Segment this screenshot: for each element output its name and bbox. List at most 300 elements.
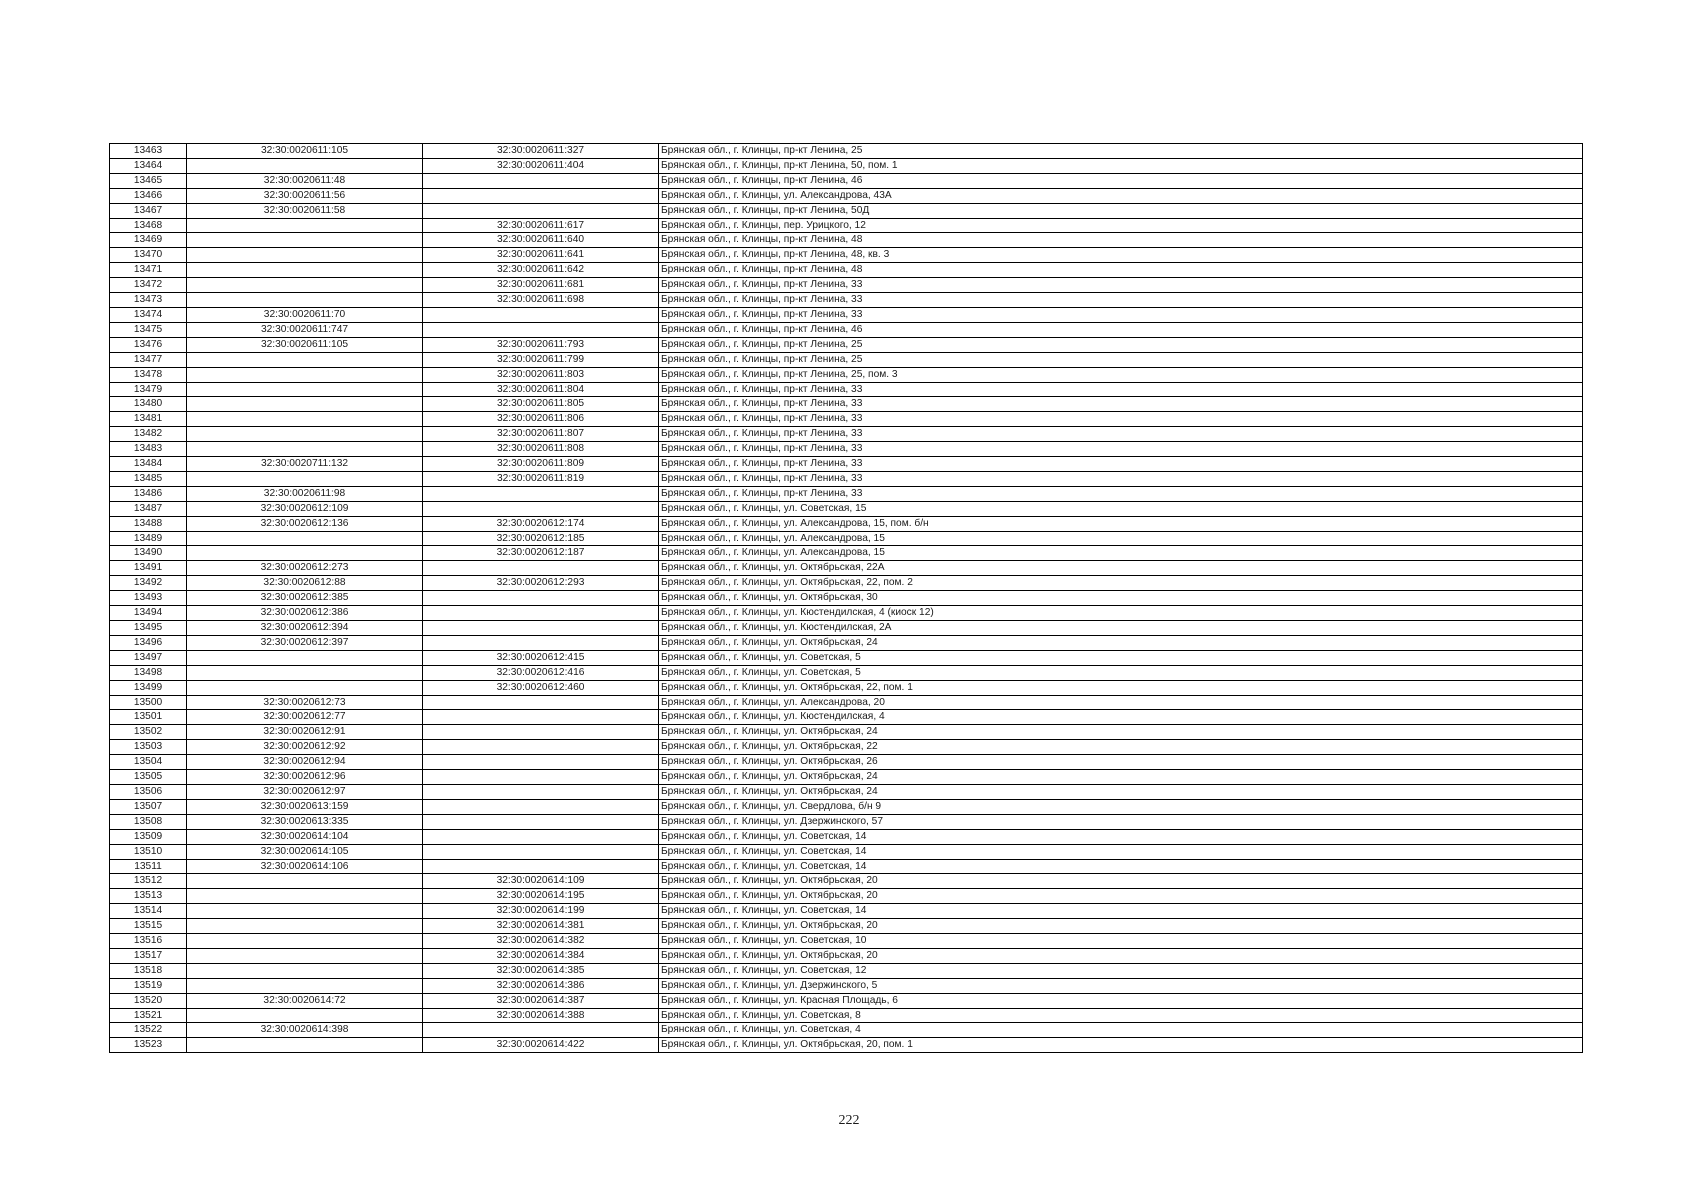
page-number: 222 — [838, 1113, 860, 1128]
table-row — [110, 814, 1583, 829]
row-number-cell: 13512 — [110, 874, 187, 889]
table-row — [110, 501, 1583, 516]
table-row — [110, 904, 1583, 919]
row-number-cell: 13498 — [110, 665, 187, 680]
related-cadastral-number-cell: 32:30:0020611:807 — [423, 427, 659, 442]
address-cell: Брянская обл., г. Клинцы, пр-кт Ленина, 33 — [659, 486, 1583, 501]
table-row — [110, 248, 1583, 263]
cadastral-number-cell — [187, 367, 423, 382]
address-cell: Брянская обл., г. Клинцы, пр-кт Ленина, 25 — [659, 337, 1583, 352]
row-number-cell: 13500 — [110, 695, 187, 710]
address-cell: Брянская обл., г. Клинцы, ул. Октябрьская, 24 — [659, 770, 1583, 785]
cadastral-number-cell: 32:30:0020613:335 — [187, 814, 423, 829]
related-cadastral-number-cell — [423, 710, 659, 725]
address-cell: Брянская обл., г. Клинцы, пер. Урицкого, 12 — [659, 218, 1583, 233]
cadastral-number-cell: 32:30:0020611:48 — [187, 173, 423, 188]
related-cadastral-number-cell: 32:30:0020611:640 — [423, 233, 659, 248]
table-row — [110, 635, 1583, 650]
related-cadastral-number-cell: 32:30:0020611:808 — [423, 442, 659, 457]
address-cell: Брянская обл., г. Клинцы, ул. Советская, 4 — [659, 1023, 1583, 1038]
row-number-cell: 13520 — [110, 993, 187, 1008]
related-cadastral-number-cell: 32:30:0020614:422 — [423, 1038, 659, 1053]
row-number-cell: 13489 — [110, 531, 187, 546]
cadastral-number-cell: 32:30:0020612:97 — [187, 784, 423, 799]
address-cell: Брянская обл., г. Клинцы, ул. Советская, 5 — [659, 665, 1583, 680]
address-cell: Брянская обл., г. Клинцы, ул. Советская, 8 — [659, 1008, 1583, 1023]
related-cadastral-number-cell: 32:30:0020614:199 — [423, 904, 659, 919]
cadastral-number-cell — [187, 412, 423, 427]
address-cell: Брянская обл., г. Клинцы, ул. Александрова, 43А — [659, 188, 1583, 203]
cadastral-number-cell: 32:30:0020611:747 — [187, 322, 423, 337]
table-row — [110, 919, 1583, 934]
register-table-body — [110, 144, 1583, 1053]
row-number-cell: 13516 — [110, 934, 187, 949]
table-row — [110, 606, 1583, 621]
related-cadastral-number-cell — [423, 829, 659, 844]
related-cadastral-number-cell: 32:30:0020614:195 — [423, 889, 659, 904]
address-cell: Брянская обл., г. Клинцы, ул. Советская, 12 — [659, 963, 1583, 978]
table-row — [110, 412, 1583, 427]
address-cell: Брянская обл., г. Клинцы, пр-кт Ленина, 46 — [659, 173, 1583, 188]
row-number-cell: 13496 — [110, 635, 187, 650]
related-cadastral-number-cell — [423, 770, 659, 785]
cadastral-number-cell: 32:30:0020612:397 — [187, 635, 423, 650]
cadastral-number-cell — [187, 531, 423, 546]
cadastral-number-cell: 32:30:0020612:109 — [187, 501, 423, 516]
row-number-cell: 13473 — [110, 293, 187, 308]
table-row — [110, 725, 1583, 740]
related-cadastral-number-cell — [423, 621, 659, 636]
related-cadastral-number-cell: 32:30:0020612:187 — [423, 546, 659, 561]
table-row — [110, 203, 1583, 218]
row-number-cell: 13474 — [110, 307, 187, 322]
related-cadastral-number-cell — [423, 859, 659, 874]
cadastral-number-cell: 32:30:0020612:91 — [187, 725, 423, 740]
cadastral-number-cell — [187, 680, 423, 695]
row-number-cell: 13471 — [110, 263, 187, 278]
related-cadastral-number-cell: 32:30:0020612:293 — [423, 576, 659, 591]
address-cell: Брянская обл., г. Клинцы, пр-кт Ленина, 48, кв. 3 — [659, 248, 1583, 263]
related-cadastral-number-cell: 32:30:0020611:698 — [423, 293, 659, 308]
address-cell: Брянская обл., г. Клинцы, пр-кт Ленина, 33 — [659, 293, 1583, 308]
row-number-cell: 13497 — [110, 650, 187, 665]
related-cadastral-number-cell — [423, 322, 659, 337]
row-number-cell: 13519 — [110, 978, 187, 993]
row-number-cell: 13495 — [110, 621, 187, 636]
related-cadastral-number-cell: 32:30:0020614:382 — [423, 934, 659, 949]
related-cadastral-number-cell — [423, 307, 659, 322]
cadastral-number-cell: 32:30:0020613:159 — [187, 799, 423, 814]
table-row — [110, 978, 1583, 993]
address-cell: Брянская обл., г. Клинцы, пр-кт Ленина, 25, пом. 3 — [659, 367, 1583, 382]
address-cell: Брянская обл., г. Клинцы, пр-кт Ленина, 33 — [659, 397, 1583, 412]
table-row — [110, 293, 1583, 308]
related-cadastral-number-cell — [423, 799, 659, 814]
table-row — [110, 427, 1583, 442]
related-cadastral-number-cell: 32:30:0020611:803 — [423, 367, 659, 382]
cadastral-number-cell — [187, 471, 423, 486]
related-cadastral-number-cell: 32:30:0020611:819 — [423, 471, 659, 486]
cadastral-number-cell: 32:30:0020614:105 — [187, 844, 423, 859]
related-cadastral-number-cell: 32:30:0020611:805 — [423, 397, 659, 412]
row-number-cell: 13480 — [110, 397, 187, 412]
address-cell: Брянская обл., г. Клинцы, пр-кт Ленина, 25 — [659, 144, 1583, 159]
related-cadastral-number-cell: 32:30:0020611:793 — [423, 337, 659, 352]
address-cell: Брянская обл., г. Клинцы, пр-кт Ленина, 33 — [659, 382, 1583, 397]
table-row — [110, 442, 1583, 457]
row-number-cell: 13488 — [110, 516, 187, 531]
cadastral-number-cell: 32:30:0020612:136 — [187, 516, 423, 531]
table-row — [110, 471, 1583, 486]
row-number-cell: 13502 — [110, 725, 187, 740]
address-cell: Брянская обл., г. Клинцы, ул. Октябрьская, 20, пом. 1 — [659, 1038, 1583, 1053]
address-cell: Брянская обл., г. Клинцы, ул. Советская, 5 — [659, 650, 1583, 665]
related-cadastral-number-cell — [423, 784, 659, 799]
cadastral-number-cell — [187, 665, 423, 680]
address-cell: Брянская обл., г. Клинцы, пр-кт Ленина, 50, пом. 1 — [659, 158, 1583, 173]
table-row — [110, 874, 1583, 889]
table-row — [110, 859, 1583, 874]
address-cell: Брянская обл., г. Клинцы, ул. Александрова, 15 — [659, 546, 1583, 561]
table-row — [110, 934, 1583, 949]
cadastral-number-cell: 32:30:0020611:58 — [187, 203, 423, 218]
row-number-cell: 13466 — [110, 188, 187, 203]
table-row — [110, 695, 1583, 710]
address-cell: Брянская обл., г. Клинцы, ул. Кюстендилская, 4 (киоск 12) — [659, 606, 1583, 621]
related-cadastral-number-cell — [423, 725, 659, 740]
cadastral-number-cell: 32:30:0020614:106 — [187, 859, 423, 874]
related-cadastral-number-cell: 32:30:0020611:641 — [423, 248, 659, 263]
table-row — [110, 1038, 1583, 1053]
cadastral-number-cell: 32:30:0020612:386 — [187, 606, 423, 621]
cadastral-number-cell — [187, 889, 423, 904]
row-number-cell: 13486 — [110, 486, 187, 501]
related-cadastral-number-cell: 32:30:0020614:388 — [423, 1008, 659, 1023]
row-number-cell: 13467 — [110, 203, 187, 218]
address-cell: Брянская обл., г. Клинцы, пр-кт Ленина, 33 — [659, 412, 1583, 427]
cadastral-number-cell: 32:30:0020612:96 — [187, 770, 423, 785]
row-number-cell: 13475 — [110, 322, 187, 337]
row-number-cell: 13511 — [110, 859, 187, 874]
row-number-cell: 13514 — [110, 904, 187, 919]
address-cell: Брянская обл., г. Клинцы, ул. Октябрьская, 24 — [659, 635, 1583, 650]
cadastral-number-cell — [187, 978, 423, 993]
row-number-cell: 13481 — [110, 412, 187, 427]
cadastral-number-cell — [187, 948, 423, 963]
cadastral-number-cell — [187, 963, 423, 978]
related-cadastral-number-cell: 32:30:0020612:416 — [423, 665, 659, 680]
table-row — [110, 844, 1583, 859]
related-cadastral-number-cell — [423, 814, 659, 829]
row-number-cell: 13510 — [110, 844, 187, 859]
cadastral-number-cell — [187, 263, 423, 278]
address-cell: Брянская обл., г. Клинцы, ул. Октябрьская, 30 — [659, 591, 1583, 606]
related-cadastral-number-cell: 32:30:0020611:809 — [423, 457, 659, 472]
related-cadastral-number-cell: 32:30:0020612:460 — [423, 680, 659, 695]
cadastral-number-cell — [187, 248, 423, 263]
address-cell: Брянская обл., г. Клинцы, пр-кт Ленина, 50Д — [659, 203, 1583, 218]
address-cell: Брянская обл., г. Клинцы, ул. Октябрьская, 22, пом. 2 — [659, 576, 1583, 591]
table-row — [110, 218, 1583, 233]
table-row — [110, 650, 1583, 665]
address-cell: Брянская обл., г. Клинцы, ул. Октябрьская, 20 — [659, 874, 1583, 889]
cadastral-number-cell — [187, 874, 423, 889]
related-cadastral-number-cell — [423, 591, 659, 606]
table-row — [110, 144, 1583, 159]
cadastral-number-cell — [187, 278, 423, 293]
cadastral-number-cell: 32:30:0020612:394 — [187, 621, 423, 636]
table-row — [110, 591, 1583, 606]
cadastral-number-cell — [187, 546, 423, 561]
table-row — [110, 948, 1583, 963]
address-cell: Брянская обл., г. Клинцы, ул. Советская, 14 — [659, 844, 1583, 859]
address-cell: Брянская обл., г. Клинцы, ул. Советская, 14 — [659, 859, 1583, 874]
related-cadastral-number-cell: 32:30:0020611:681 — [423, 278, 659, 293]
row-number-cell: 13470 — [110, 248, 187, 263]
cadastral-number-cell: 32:30:0020614:72 — [187, 993, 423, 1008]
address-cell: Брянская обл., г. Клинцы, ул. Октябрьская, 20 — [659, 919, 1583, 934]
row-number-cell: 13468 — [110, 218, 187, 233]
cadastral-number-cell — [187, 650, 423, 665]
cadastral-number-cell — [187, 919, 423, 934]
row-number-cell: 13477 — [110, 352, 187, 367]
table-row — [110, 397, 1583, 412]
cadastral-number-cell: 32:30:0020612:73 — [187, 695, 423, 710]
related-cadastral-number-cell — [423, 755, 659, 770]
cadastral-number-cell — [187, 382, 423, 397]
row-number-cell: 13463 — [110, 144, 187, 159]
address-cell: Брянская обл., г. Клинцы, пр-кт Ленина, 33 — [659, 427, 1583, 442]
row-number-cell: 13517 — [110, 948, 187, 963]
related-cadastral-number-cell — [423, 606, 659, 621]
table-row — [110, 278, 1583, 293]
table-row — [110, 889, 1583, 904]
row-number-cell: 13482 — [110, 427, 187, 442]
cadastral-number-cell: 32:30:0020612:94 — [187, 755, 423, 770]
address-cell: Брянская обл., г. Клинцы, ул. Октябрьская, 22, пом. 1 — [659, 680, 1583, 695]
related-cadastral-number-cell: 32:30:0020611:642 — [423, 263, 659, 278]
cadastral-number-cell: 32:30:0020612:385 — [187, 591, 423, 606]
related-cadastral-number-cell — [423, 1023, 659, 1038]
row-number-cell: 13518 — [110, 963, 187, 978]
table-row — [110, 755, 1583, 770]
row-number-cell: 13501 — [110, 710, 187, 725]
row-number-cell: 13506 — [110, 784, 187, 799]
row-number-cell: 13464 — [110, 158, 187, 173]
address-cell: Брянская обл., г. Клинцы, ул. Советская, 15 — [659, 501, 1583, 516]
related-cadastral-number-cell — [423, 844, 659, 859]
row-number-cell: 13483 — [110, 442, 187, 457]
address-cell: Брянская обл., г. Клинцы, пр-кт Ленина, 46 — [659, 322, 1583, 337]
related-cadastral-number-cell — [423, 173, 659, 188]
related-cadastral-number-cell — [423, 695, 659, 710]
related-cadastral-number-cell: 32:30:0020614:384 — [423, 948, 659, 963]
related-cadastral-number-cell: 32:30:0020612:174 — [423, 516, 659, 531]
cadastral-number-cell — [187, 427, 423, 442]
table-row — [110, 799, 1583, 814]
cadastral-number-cell: 32:30:0020612:92 — [187, 740, 423, 755]
related-cadastral-number-cell: 32:30:0020611:804 — [423, 382, 659, 397]
row-number-cell: 13504 — [110, 755, 187, 770]
table-row — [110, 352, 1583, 367]
address-cell: Брянская обл., г. Клинцы, ул. Октябрьская, 22А — [659, 561, 1583, 576]
related-cadastral-number-cell: 32:30:0020614:381 — [423, 919, 659, 934]
cadastral-number-cell: 32:30:0020611:105 — [187, 337, 423, 352]
address-cell: Брянская обл., г. Клинцы, ул. Октябрьская, 26 — [659, 755, 1583, 770]
table-row — [110, 546, 1583, 561]
address-cell: Брянская обл., г. Клинцы, пр-кт Ленина, 33 — [659, 278, 1583, 293]
address-cell: Брянская обл., г. Клинцы, ул. Октябрьская, 20 — [659, 948, 1583, 963]
address-cell: Брянская обл., г. Клинцы, ул. Советская, 14 — [659, 904, 1583, 919]
related-cadastral-number-cell: 32:30:0020611:404 — [423, 158, 659, 173]
cadastral-number-cell — [187, 934, 423, 949]
row-number-cell: 13492 — [110, 576, 187, 591]
cadastral-number-cell: 32:30:0020611:70 — [187, 307, 423, 322]
related-cadastral-number-cell: 32:30:0020611:617 — [423, 218, 659, 233]
address-cell: Брянская обл., г. Клинцы, ул. Советская, 14 — [659, 829, 1583, 844]
row-number-cell: 13507 — [110, 799, 187, 814]
row-number-cell: 13484 — [110, 457, 187, 472]
table-row — [110, 784, 1583, 799]
table-row — [110, 486, 1583, 501]
table-row — [110, 680, 1583, 695]
related-cadastral-number-cell: 32:30:0020614:385 — [423, 963, 659, 978]
table-row — [110, 516, 1583, 531]
row-number-cell: 13494 — [110, 606, 187, 621]
table-row — [110, 665, 1583, 680]
cadastral-number-cell: 32:30:0020611:56 — [187, 188, 423, 203]
address-cell: Брянская обл., г. Клинцы, пр-кт Ленина, 48 — [659, 263, 1583, 278]
address-cell: Брянская обл., г. Клинцы, ул. Александрова, 20 — [659, 695, 1583, 710]
table-row — [110, 322, 1583, 337]
related-cadastral-number-cell: 32:30:0020611:327 — [423, 144, 659, 159]
related-cadastral-number-cell: 32:30:0020614:109 — [423, 874, 659, 889]
cadastral-number-cell: 32:30:0020614:104 — [187, 829, 423, 844]
table-row — [110, 307, 1583, 322]
row-number-cell: 13493 — [110, 591, 187, 606]
cadastral-number-cell — [187, 233, 423, 248]
address-cell: Брянская обл., г. Клинцы, пр-кт Ленина, 33 — [659, 471, 1583, 486]
row-number-cell: 13476 — [110, 337, 187, 352]
register-table — [109, 143, 1583, 1053]
address-cell: Брянская обл., г. Клинцы, ул. Октябрьская, 20 — [659, 889, 1583, 904]
table-row — [110, 740, 1583, 755]
row-number-cell: 13478 — [110, 367, 187, 382]
address-cell: Брянская обл., г. Клинцы, ул. Александрова, 15, пом. б/н — [659, 516, 1583, 531]
related-cadastral-number-cell — [423, 740, 659, 755]
related-cadastral-number-cell — [423, 486, 659, 501]
address-cell: Брянская обл., г. Клинцы, ул. Дзержинского, 5 — [659, 978, 1583, 993]
cadastral-number-cell: 32:30:0020611:98 — [187, 486, 423, 501]
row-number-cell: 13509 — [110, 829, 187, 844]
related-cadastral-number-cell: 32:30:0020614:386 — [423, 978, 659, 993]
cadastral-number-cell: 32:30:0020612:273 — [187, 561, 423, 576]
cadastral-number-cell — [187, 352, 423, 367]
related-cadastral-number-cell: 32:30:0020611:806 — [423, 412, 659, 427]
cadastral-number-cell — [187, 397, 423, 412]
cadastral-number-cell — [187, 218, 423, 233]
table-row — [110, 233, 1583, 248]
table-row — [110, 188, 1583, 203]
table-row — [110, 770, 1583, 785]
related-cadastral-number-cell: 32:30:0020611:799 — [423, 352, 659, 367]
address-cell: Брянская обл., г. Клинцы, ул. Октябрьская, 24 — [659, 725, 1583, 740]
related-cadastral-number-cell — [423, 561, 659, 576]
related-cadastral-number-cell: 32:30:0020614:387 — [423, 993, 659, 1008]
cadastral-number-cell: 32:30:0020612:88 — [187, 576, 423, 591]
address-cell: Брянская обл., г. Клинцы, пр-кт Ленина, 25 — [659, 352, 1583, 367]
cadastral-number-cell — [187, 158, 423, 173]
cadastral-number-cell: 32:30:0020612:77 — [187, 710, 423, 725]
related-cadastral-number-cell — [423, 203, 659, 218]
row-number-cell: 13479 — [110, 382, 187, 397]
row-number-cell: 13508 — [110, 814, 187, 829]
table-row — [110, 1008, 1583, 1023]
row-number-cell: 13491 — [110, 561, 187, 576]
table-row — [110, 710, 1583, 725]
address-cell: Брянская обл., г. Клинцы, пр-кт Ленина, 48 — [659, 233, 1583, 248]
table-row — [110, 993, 1583, 1008]
related-cadastral-number-cell — [423, 501, 659, 516]
address-cell: Брянская обл., г. Клинцы, ул. Советская, 10 — [659, 934, 1583, 949]
table-row — [110, 337, 1583, 352]
address-cell: Брянская обл., г. Клинцы, ул. Кюстендилская, 4 — [659, 710, 1583, 725]
address-cell: Брянская обл., г. Клинцы, пр-кт Ленина, 33 — [659, 442, 1583, 457]
cadastral-number-cell — [187, 293, 423, 308]
row-number-cell: 13490 — [110, 546, 187, 561]
table-row — [110, 963, 1583, 978]
table-row — [110, 263, 1583, 278]
address-cell: Брянская обл., г. Клинцы, пр-кт Ленина, 33 — [659, 457, 1583, 472]
table-row — [110, 1023, 1583, 1038]
address-cell: Брянская обл., г. Клинцы, пр-кт Ленина, 33 — [659, 307, 1583, 322]
table-row — [110, 531, 1583, 546]
table-row — [110, 382, 1583, 397]
row-number-cell: 13487 — [110, 501, 187, 516]
related-cadastral-number-cell — [423, 188, 659, 203]
address-cell: Брянская обл., г. Клинцы, ул. Александрова, 15 — [659, 531, 1583, 546]
row-number-cell: 13515 — [110, 919, 187, 934]
row-number-cell: 13521 — [110, 1008, 187, 1023]
cadastral-number-cell: 32:30:0020614:398 — [187, 1023, 423, 1038]
table-row — [110, 367, 1583, 382]
table-row — [110, 561, 1583, 576]
row-number-cell: 13523 — [110, 1038, 187, 1053]
row-number-cell: 13513 — [110, 889, 187, 904]
row-number-cell: 13499 — [110, 680, 187, 695]
cadastral-number-cell: 32:30:0020611:105 — [187, 144, 423, 159]
table-row — [110, 158, 1583, 173]
related-cadastral-number-cell: 32:30:0020612:415 — [423, 650, 659, 665]
table-row — [110, 576, 1583, 591]
table-row — [110, 621, 1583, 636]
row-number-cell: 13503 — [110, 740, 187, 755]
cadastral-number-cell — [187, 1008, 423, 1023]
address-cell: Брянская обл., г. Клинцы, ул. Красная Площадь, 6 — [659, 993, 1583, 1008]
row-number-cell: 13485 — [110, 471, 187, 486]
row-number-cell: 13472 — [110, 278, 187, 293]
related-cadastral-number-cell: 32:30:0020612:185 — [423, 531, 659, 546]
cadastral-number-cell — [187, 442, 423, 457]
address-cell: Брянская обл., г. Клинцы, ул. Дзержинского, 57 — [659, 814, 1583, 829]
row-number-cell: 13465 — [110, 173, 187, 188]
row-number-cell: 13469 — [110, 233, 187, 248]
cadastral-number-cell: 32:30:0020711:132 — [187, 457, 423, 472]
address-cell: Брянская обл., г. Клинцы, ул. Октябрьская, 22 — [659, 740, 1583, 755]
table-row — [110, 457, 1583, 472]
address-cell: Брянская обл., г. Клинцы, ул. Октябрьская, 24 — [659, 784, 1583, 799]
address-cell: Брянская обл., г. Клинцы, ул. Свердлова, б/н 9 — [659, 799, 1583, 814]
